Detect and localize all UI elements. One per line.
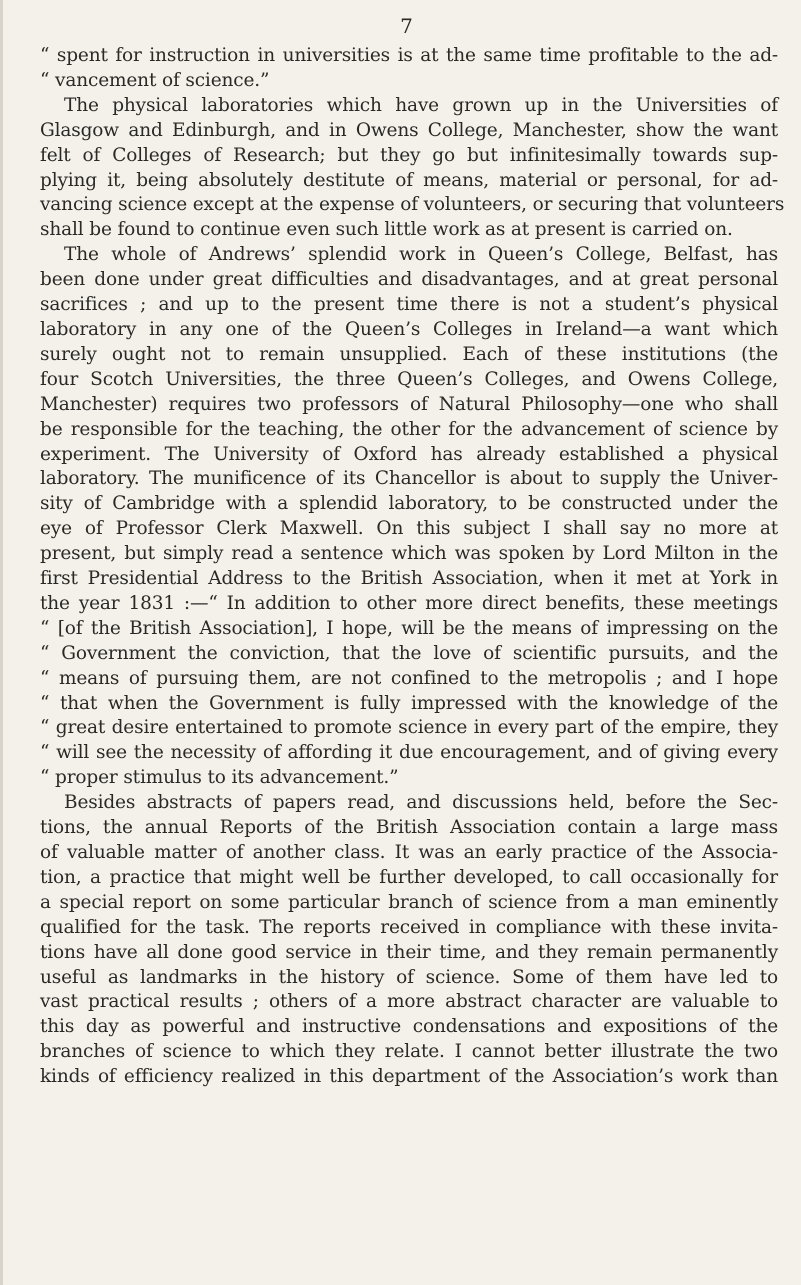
text-line: kinds of efficiency realized in this department of the Association’s work than xyxy=(40,1066,778,1088)
text-line: branches of science to which they relate. I cannot better illustrate the two xyxy=(40,1041,778,1063)
text-line: Besides abstracts of papers read, and discussions held, before the Sec- xyxy=(64,792,778,814)
text-line: “ spent for instruction in universities is at the same time profitable to the ad- xyxy=(40,45,778,66)
page-edge-shadow xyxy=(0,0,3,1285)
text-line: tions, the annual Reports of the British Association contain a large mass xyxy=(40,817,778,839)
text-line: sacrifices ; and up to the present time there is not a student’s physical xyxy=(40,294,778,316)
text-line: four Scotch Universities, the three Queen’s Colleges, and Owens College, xyxy=(40,368,778,390)
text-line: a special report on some particular branch of science from a man eminently xyxy=(40,891,778,913)
text-line: “ that when the Government is fully impressed with the knowledge of the xyxy=(40,692,778,714)
text-line: experiment. The University of Oxford has already established a physical xyxy=(40,443,778,465)
text-line: “ vancement of science.” xyxy=(40,69,270,91)
text-line: this day as powerful and instructive condensations and expositions of the xyxy=(40,1016,778,1038)
text-line: the year 1831 :—“ In addition to other more direct benefits, these meetings xyxy=(40,592,778,614)
text-line: be responsible for the teaching, the other for the advancement of science by xyxy=(40,418,778,440)
text-line: eye of Professor Clerk Maxwell. On this subject I shall say no more at xyxy=(40,518,778,540)
text-line: vancing science except at the expense of volunteers, or securing that volunteers xyxy=(40,194,785,216)
text-line: Glasgow and Edinburgh, and in Owens College, Manchester, show the want xyxy=(40,119,778,141)
text-line: laboratory in any one of the Queen’s Colleges in Ireland—a want which xyxy=(40,318,778,340)
text-line: tions have all done good service in their time, and they remain permanently xyxy=(40,941,778,963)
text-line: present, but simply read a sentence which was spoken by Lord Milton in the xyxy=(40,543,778,565)
text-line: qualified for the task. The reports received in compliance with these invita- xyxy=(40,916,778,938)
body-text xyxy=(40,44,785,1090)
text-line: first Presidential Address to the British Association, when it met at York in xyxy=(40,568,778,590)
text-line: vast practical results ; others of a more abstract character are valuable to xyxy=(40,991,778,1013)
text-line: felt of Colleges of Research; but they go but infinitesimally towards sup- xyxy=(40,144,778,166)
text-line: “ [of the British Association], I hope, will be the means of impressing on the xyxy=(40,617,778,639)
text-line: plying it, being absolutely destitute of means, material or personal, for ad- xyxy=(40,169,778,191)
text-line: “ Government the conviction, that the love of scientific pursuits, and the xyxy=(40,642,778,664)
text-line: laboratory. The munificence of its Chancellor is about to supply the Univer- xyxy=(40,468,778,490)
text-line: surely ought not to remain unsupplied. Each of these institutions (the xyxy=(40,343,778,365)
text-line: sity of Cambridge with a splendid laboratory, to be constructed under the xyxy=(40,493,778,515)
text-line: “ proper stimulus to its advancement.” xyxy=(40,767,399,789)
text-line: “ will see the necessity of affording it due encouragement, and of giving every xyxy=(40,742,778,764)
text-line: The physical laboratories which have grown up in the Universities of xyxy=(64,94,778,116)
text-line: Manchester) requires two professors of Natural Philosophy—one who shall xyxy=(40,393,778,415)
text-line: “ means of pursuing them, are not confined to the metropolis ; and I hope xyxy=(40,667,778,689)
text-line: of valuable matter of another class. It was an early practice of the Associa- xyxy=(40,842,778,863)
text-line: The whole of Andrews’ splendid work in Queen’s College, Belfast, has xyxy=(64,244,778,266)
text-line: shall be found to continue even such little work as at present is carried on. xyxy=(40,219,733,241)
page-number: 7 xyxy=(400,14,413,38)
text-line: tion, a practice that might well be further developed, to call occasionally for xyxy=(40,866,778,888)
text-line: “ great desire entertained to promote science in every part of the empire, they xyxy=(40,717,778,739)
text-line: useful as landmarks in the history of science. Some of them have led to xyxy=(40,966,778,988)
text-line: been done under great difficulties and disadvantages, and at great personal xyxy=(40,269,778,291)
